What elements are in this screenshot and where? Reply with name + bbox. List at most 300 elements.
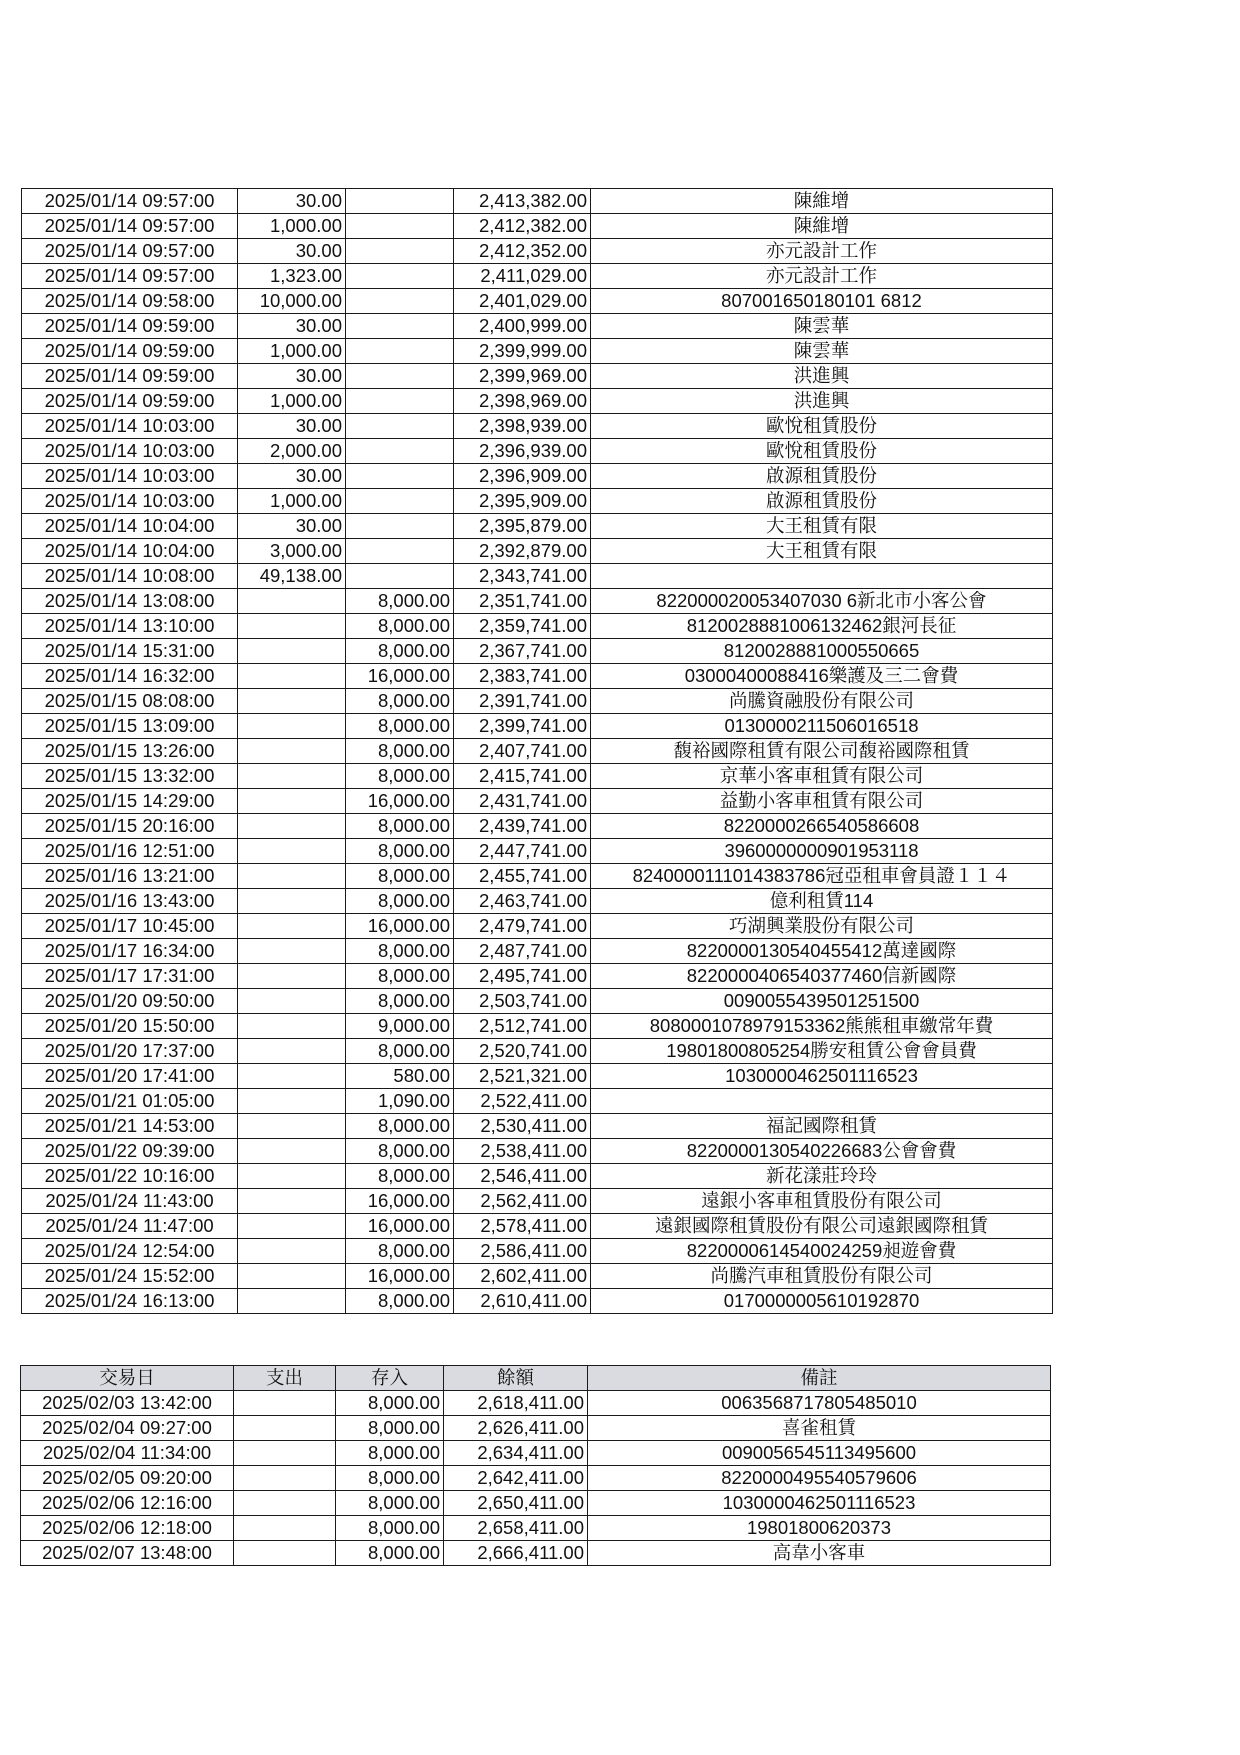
cell-expense <box>238 1014 346 1039</box>
table-row <box>22 764 1053 789</box>
cell-balance: 2,396,909.00 <box>454 464 591 489</box>
cell-expense: 3,000.00 <box>238 539 346 564</box>
table-row <box>22 1089 1053 1114</box>
cell-note: 尚騰資融股份有限公司 <box>591 689 1053 714</box>
table-row <box>22 1014 1053 1039</box>
cell-note: 19801800805254勝安租賃公會會員費 <box>591 1039 1053 1064</box>
cell-note: 3960000000901953118 <box>591 839 1053 864</box>
cell-note: 歐悅租賃股份 <box>591 414 1053 439</box>
cell-balance: 2,392,879.00 <box>454 539 591 564</box>
cell-deposit <box>346 389 454 414</box>
cell-deposit: 16,000.00 <box>346 664 454 689</box>
cell-expense <box>238 614 346 639</box>
cell-deposit: 8,000.00 <box>346 1239 454 1264</box>
cell-balance: 2,538,411.00 <box>454 1139 591 1164</box>
cell-deposit: 16,000.00 <box>346 1214 454 1239</box>
table-row <box>22 239 1053 264</box>
cell-deposit: 8,000.00 <box>336 1490 444 1515</box>
table-row <box>22 214 1053 239</box>
cell-note: 822000020053407030 6新北市小客公會 <box>591 589 1053 614</box>
cell-deposit: 16,000.00 <box>346 914 454 939</box>
table-row <box>21 1515 1051 1540</box>
cell-date: 2025/01/16 13:43:00 <box>22 889 238 914</box>
cell-deposit: 8,000.00 <box>336 1540 444 1565</box>
cell-deposit <box>346 214 454 239</box>
cell-note: 8220000614540024259昶遊會費 <box>591 1239 1053 1264</box>
cell-note: 高韋小客車 <box>588 1540 1051 1565</box>
table-row <box>22 339 1053 364</box>
cell-note: 8220000266540586608 <box>591 814 1053 839</box>
cell-balance: 2,512,741.00 <box>454 1014 591 1039</box>
table-row <box>22 314 1053 339</box>
table-row <box>22 1039 1053 1064</box>
cell-deposit <box>346 289 454 314</box>
cell-balance: 2,399,969.00 <box>454 364 591 389</box>
table-row <box>22 989 1053 1014</box>
cell-expense <box>234 1415 336 1440</box>
table-row <box>22 264 1053 289</box>
transactions-table-january <box>21 188 1053 1314</box>
cell-balance: 2,447,741.00 <box>454 839 591 864</box>
cell-expense <box>238 1164 346 1189</box>
cell-expense <box>238 1214 346 1239</box>
cell-balance: 2,578,411.00 <box>454 1214 591 1239</box>
cell-date: 2025/01/14 09:58:00 <box>22 289 238 314</box>
cell-deposit: 8,000.00 <box>346 689 454 714</box>
cell-note: 巧湖興業股份有限公司 <box>591 914 1053 939</box>
cell-date: 2025/01/22 10:16:00 <box>22 1164 238 1189</box>
header-date: 交易日 <box>21 1366 234 1391</box>
cell-deposit: 8,000.00 <box>346 1039 454 1064</box>
table-row <box>22 914 1053 939</box>
cell-date: 2025/01/24 12:54:00 <box>22 1239 238 1264</box>
cell-note: 807001650180101 6812 <box>591 289 1053 314</box>
cell-note: 遠銀小客車租賃股份有限公司 <box>591 1189 1053 1214</box>
cell-note: 19801800620373 <box>588 1515 1051 1540</box>
cell-balance: 2,562,411.00 <box>454 1189 591 1214</box>
cell-expense <box>234 1440 336 1465</box>
cell-deposit: 8,000.00 <box>336 1390 444 1415</box>
cell-deposit: 8,000.00 <box>346 1114 454 1139</box>
table-row <box>22 589 1053 614</box>
cell-balance: 2,479,741.00 <box>454 914 591 939</box>
cell-date: 2025/01/15 14:29:00 <box>22 789 238 814</box>
cell-deposit: 8,000.00 <box>336 1415 444 1440</box>
table-row <box>22 489 1053 514</box>
cell-date: 2025/01/21 14:53:00 <box>22 1114 238 1139</box>
cell-expense <box>238 739 346 764</box>
cell-deposit <box>346 489 454 514</box>
cell-expense <box>238 689 346 714</box>
cell-deposit: 16,000.00 <box>346 1189 454 1214</box>
cell-expense: 10,000.00 <box>238 289 346 314</box>
cell-deposit <box>346 464 454 489</box>
cell-note: 8080001078979153362熊熊租車繳常年費 <box>591 1014 1053 1039</box>
cell-balance: 2,401,029.00 <box>454 289 591 314</box>
cell-deposit: 8,000.00 <box>346 639 454 664</box>
cell-date: 2025/01/21 01:05:00 <box>22 1089 238 1114</box>
cell-date: 2025/01/15 20:16:00 <box>22 814 238 839</box>
cell-note: 8220000130540455412萬達國際 <box>591 939 1053 964</box>
cell-expense <box>238 814 346 839</box>
cell-expense <box>238 864 346 889</box>
cell-balance: 2,463,741.00 <box>454 889 591 914</box>
cell-note: 8120028881006132462銀河長征 <box>591 614 1053 639</box>
cell-balance: 2,413,382.00 <box>454 189 591 214</box>
cell-balance: 2,411,029.00 <box>454 264 591 289</box>
cell-expense <box>234 1390 336 1415</box>
cell-note: 益勤小客車租賃有限公司 <box>591 789 1053 814</box>
table-row <box>22 939 1053 964</box>
cell-deposit <box>346 364 454 389</box>
cell-date: 2025/01/15 13:32:00 <box>22 764 238 789</box>
cell-note: 啟源租賃股份 <box>591 464 1053 489</box>
cell-expense <box>238 1289 346 1314</box>
cell-expense <box>238 1264 346 1289</box>
cell-balance: 2,618,411.00 <box>444 1390 588 1415</box>
header-deposit: 存入 <box>336 1366 444 1391</box>
table-row <box>22 1214 1053 1239</box>
table-row <box>22 664 1053 689</box>
cell-balance: 2,399,999.00 <box>454 339 591 364</box>
table-row <box>22 1164 1053 1189</box>
cell-expense: 1,000.00 <box>238 214 346 239</box>
cell-date: 2025/01/15 13:09:00 <box>22 714 238 739</box>
cell-expense: 30.00 <box>238 189 346 214</box>
cell-balance: 2,395,909.00 <box>454 489 591 514</box>
cell-balance: 2,398,939.00 <box>454 414 591 439</box>
cell-deposit: 8,000.00 <box>346 1164 454 1189</box>
cell-note: 洪進興 <box>591 389 1053 414</box>
cell-date: 2025/01/14 10:04:00 <box>22 514 238 539</box>
cell-expense <box>238 664 346 689</box>
cell-date: 2025/01/14 13:10:00 <box>22 614 238 639</box>
cell-date: 2025/01/16 13:21:00 <box>22 864 238 889</box>
cell-date: 2025/01/15 13:26:00 <box>22 739 238 764</box>
table-row <box>22 564 1053 589</box>
cell-expense <box>238 714 346 739</box>
table-row <box>22 814 1053 839</box>
cell-date: 2025/01/20 09:50:00 <box>22 989 238 1014</box>
cell-note: 亦元設計工作 <box>591 239 1053 264</box>
cell-note: 8120028881000550665 <box>591 639 1053 664</box>
cell-expense: 1,000.00 <box>238 339 346 364</box>
transactions-table-february <box>20 1365 1051 1566</box>
cell-balance: 2,521,321.00 <box>454 1064 591 1089</box>
cell-balance: 2,412,352.00 <box>454 239 591 264</box>
cell-note: 8220000130540226683公會會費 <box>591 1139 1053 1164</box>
cell-date: 2025/02/06 12:16:00 <box>21 1490 234 1515</box>
table-row <box>22 539 1053 564</box>
cell-deposit: 9,000.00 <box>346 1014 454 1039</box>
cell-note: 0090056545113495600 <box>588 1440 1051 1465</box>
cell-date: 2025/01/14 13:08:00 <box>22 589 238 614</box>
table-row <box>22 789 1053 814</box>
cell-note: 陳維增 <box>591 189 1053 214</box>
cell-deposit <box>346 339 454 364</box>
cell-expense: 1,323.00 <box>238 264 346 289</box>
table-row <box>22 689 1053 714</box>
cell-date: 2025/01/14 09:59:00 <box>22 364 238 389</box>
cell-balance: 2,351,741.00 <box>454 589 591 614</box>
cell-date: 2025/01/20 17:41:00 <box>22 1064 238 1089</box>
cell-expense <box>234 1465 336 1490</box>
cell-date: 2025/01/24 11:47:00 <box>22 1214 238 1239</box>
table-row <box>22 364 1053 389</box>
cell-date: 2025/01/14 10:08:00 <box>22 564 238 589</box>
cell-expense <box>238 639 346 664</box>
cell-expense <box>238 1039 346 1064</box>
table-row <box>21 1440 1051 1465</box>
cell-balance: 2,658,411.00 <box>444 1515 588 1540</box>
cell-note: 8240000111014383786冠亞租車會員證１１４ <box>591 864 1053 889</box>
cell-deposit <box>346 314 454 339</box>
cell-date: 2025/01/22 09:39:00 <box>22 1139 238 1164</box>
cell-date: 2025/02/06 12:18:00 <box>21 1515 234 1540</box>
header-expense: 支出 <box>234 1366 336 1391</box>
cell-deposit: 8,000.00 <box>346 714 454 739</box>
cell-deposit: 8,000.00 <box>346 864 454 889</box>
cell-balance: 2,503,741.00 <box>454 989 591 1014</box>
cell-expense <box>238 989 346 1014</box>
table-row <box>22 1289 1053 1314</box>
table-row <box>22 464 1053 489</box>
cell-expense: 1,000.00 <box>238 489 346 514</box>
cell-expense: 30.00 <box>238 464 346 489</box>
table-row <box>22 414 1053 439</box>
cell-balance: 2,367,741.00 <box>454 639 591 664</box>
cell-note <box>591 564 1053 589</box>
cell-expense: 30.00 <box>238 239 346 264</box>
cell-note: 馥裕國際租賃有限公司馥裕國際租賃 <box>591 739 1053 764</box>
cell-deposit: 8,000.00 <box>346 1139 454 1164</box>
cell-expense <box>238 1189 346 1214</box>
cell-deposit: 8,000.00 <box>346 614 454 639</box>
table-row <box>22 189 1053 214</box>
cell-note: 新花漾莊玲玲 <box>591 1164 1053 1189</box>
cell-note: 0063568717805485010 <box>588 1390 1051 1415</box>
cell-expense: 30.00 <box>238 414 346 439</box>
cell-expense: 2,000.00 <box>238 439 346 464</box>
cell-balance: 2,343,741.00 <box>454 564 591 589</box>
cell-expense <box>238 1089 346 1114</box>
cell-date: 2025/01/17 10:45:00 <box>22 914 238 939</box>
cell-balance: 2,391,741.00 <box>454 689 591 714</box>
cell-note: 陳雲華 <box>591 339 1053 364</box>
cell-expense: 49,138.00 <box>238 564 346 589</box>
cell-date: 2025/01/15 08:08:00 <box>22 689 238 714</box>
transactions-table-body <box>21 1390 1051 1565</box>
cell-balance: 2,650,411.00 <box>444 1490 588 1515</box>
cell-balance: 2,634,411.00 <box>444 1440 588 1465</box>
cell-expense <box>238 839 346 864</box>
cell-note: 啟源租賃股份 <box>591 489 1053 514</box>
cell-deposit: 8,000.00 <box>346 589 454 614</box>
cell-deposit: 8,000.00 <box>346 889 454 914</box>
cell-deposit: 8,000.00 <box>336 1440 444 1465</box>
cell-balance: 2,396,939.00 <box>454 439 591 464</box>
cell-deposit: 580.00 <box>346 1064 454 1089</box>
table-row <box>22 714 1053 739</box>
cell-note: 0130000211506016518 <box>591 714 1053 739</box>
table-row <box>21 1390 1051 1415</box>
cell-date: 2025/01/14 09:57:00 <box>22 264 238 289</box>
cell-balance: 2,626,411.00 <box>444 1415 588 1440</box>
cell-deposit: 8,000.00 <box>346 839 454 864</box>
table-row <box>22 1139 1053 1164</box>
cell-deposit: 8,000.00 <box>346 739 454 764</box>
table-row <box>22 1239 1053 1264</box>
cell-balance: 2,359,741.00 <box>454 614 591 639</box>
header-note: 備註 <box>588 1366 1051 1391</box>
cell-deposit <box>346 539 454 564</box>
table-row <box>21 1465 1051 1490</box>
cell-balance: 2,487,741.00 <box>454 939 591 964</box>
cell-date: 2025/02/03 13:42:00 <box>21 1390 234 1415</box>
cell-expense <box>238 1139 346 1164</box>
cell-balance: 2,530,411.00 <box>454 1114 591 1139</box>
cell-balance: 2,495,741.00 <box>454 964 591 989</box>
cell-date: 2025/01/14 09:57:00 <box>22 214 238 239</box>
cell-date: 2025/01/14 10:04:00 <box>22 539 238 564</box>
cell-balance: 2,407,741.00 <box>454 739 591 764</box>
table-row <box>22 864 1053 889</box>
cell-deposit: 8,000.00 <box>346 939 454 964</box>
cell-deposit <box>346 514 454 539</box>
table-row <box>21 1415 1051 1440</box>
table-row <box>22 889 1053 914</box>
cell-note: 大王租賃有限 <box>591 539 1053 564</box>
cell-date: 2025/01/17 16:34:00 <box>22 939 238 964</box>
cell-date: 2025/02/05 09:20:00 <box>21 1465 234 1490</box>
table-header-row <box>21 1366 1051 1391</box>
cell-note: 京華小客車租賃有限公司 <box>591 764 1053 789</box>
cell-date: 2025/01/14 10:03:00 <box>22 414 238 439</box>
cell-note: 亦元設計工作 <box>591 264 1053 289</box>
cell-note: 8220000406540377460信新國際 <box>591 964 1053 989</box>
cell-expense <box>238 789 346 814</box>
cell-deposit <box>346 564 454 589</box>
cell-deposit: 1,090.00 <box>346 1089 454 1114</box>
cell-balance: 2,610,411.00 <box>454 1289 591 1314</box>
cell-deposit <box>346 239 454 264</box>
cell-balance: 2,439,741.00 <box>454 814 591 839</box>
cell-note: 8220000495540579606 <box>588 1465 1051 1490</box>
cell-balance: 2,546,411.00 <box>454 1164 591 1189</box>
cell-date: 2025/01/14 09:57:00 <box>22 239 238 264</box>
cell-expense <box>234 1490 336 1515</box>
cell-date: 2025/01/24 15:52:00 <box>22 1264 238 1289</box>
cell-note: 億利租賃114 <box>591 889 1053 914</box>
cell-deposit: 8,000.00 <box>336 1465 444 1490</box>
cell-note: 1030000462501116523 <box>591 1064 1053 1089</box>
table-row <box>22 1264 1053 1289</box>
cell-deposit: 16,000.00 <box>346 1264 454 1289</box>
cell-date: 2025/02/07 13:48:00 <box>21 1540 234 1565</box>
cell-date: 2025/01/20 15:50:00 <box>22 1014 238 1039</box>
table-row <box>22 389 1053 414</box>
cell-balance: 2,412,382.00 <box>454 214 591 239</box>
table-row <box>22 514 1053 539</box>
table-row <box>22 739 1053 764</box>
table-row <box>22 439 1053 464</box>
table-row <box>22 614 1053 639</box>
cell-balance: 2,399,741.00 <box>454 714 591 739</box>
cell-balance: 2,602,411.00 <box>454 1264 591 1289</box>
cell-note: 0170000005610192870 <box>591 1289 1053 1314</box>
cell-balance: 2,522,411.00 <box>454 1089 591 1114</box>
cell-expense: 1,000.00 <box>238 389 346 414</box>
cell-expense <box>238 964 346 989</box>
cell-date: 2025/01/14 10:03:00 <box>22 439 238 464</box>
header-balance: 餘額 <box>444 1366 588 1391</box>
cell-date: 2025/01/14 10:03:00 <box>22 464 238 489</box>
cell-date: 2025/01/14 09:57:00 <box>22 189 238 214</box>
cell-expense: 30.00 <box>238 514 346 539</box>
cell-deposit: 8,000.00 <box>336 1515 444 1540</box>
cell-note: 陳雲華 <box>591 314 1053 339</box>
cell-date: 2025/01/20 17:37:00 <box>22 1039 238 1064</box>
table-row <box>22 1114 1053 1139</box>
cell-note: 1030000462501116523 <box>588 1490 1051 1515</box>
cell-balance: 2,431,741.00 <box>454 789 591 814</box>
cell-deposit: 8,000.00 <box>346 764 454 789</box>
cell-note <box>591 1089 1053 1114</box>
cell-deposit: 16,000.00 <box>346 789 454 814</box>
cell-date: 2025/01/17 17:31:00 <box>22 964 238 989</box>
cell-balance: 2,455,741.00 <box>454 864 591 889</box>
cell-date: 2025/01/14 15:31:00 <box>22 639 238 664</box>
cell-expense <box>238 914 346 939</box>
cell-balance: 2,400,999.00 <box>454 314 591 339</box>
cell-balance: 2,398,969.00 <box>454 389 591 414</box>
cell-note: 歐悅租賃股份 <box>591 439 1053 464</box>
cell-expense <box>238 1114 346 1139</box>
cell-deposit <box>346 189 454 214</box>
cell-expense <box>234 1515 336 1540</box>
cell-date: 2025/01/14 09:59:00 <box>22 389 238 414</box>
cell-note: 大王租賃有限 <box>591 514 1053 539</box>
cell-date: 2025/01/14 09:59:00 <box>22 339 238 364</box>
table-row <box>22 639 1053 664</box>
cell-deposit <box>346 439 454 464</box>
cell-expense <box>238 764 346 789</box>
table-row <box>21 1490 1051 1515</box>
cell-date: 2025/01/16 12:51:00 <box>22 839 238 864</box>
table-row <box>22 839 1053 864</box>
cell-balance: 2,395,879.00 <box>454 514 591 539</box>
cell-balance: 2,666,411.00 <box>444 1540 588 1565</box>
cell-expense <box>238 1239 346 1264</box>
cell-date: 2025/01/24 16:13:00 <box>22 1289 238 1314</box>
table-row <box>22 289 1053 314</box>
cell-date: 2025/01/14 16:32:00 <box>22 664 238 689</box>
cell-note: 0090055439501251500 <box>591 989 1053 1014</box>
cell-expense: 30.00 <box>238 364 346 389</box>
cell-note: 遠銀國際租賃股份有限公司遠銀國際租賃 <box>591 1214 1053 1239</box>
table-row <box>22 964 1053 989</box>
cell-expense <box>234 1540 336 1565</box>
cell-expense <box>238 889 346 914</box>
cell-deposit: 8,000.00 <box>346 964 454 989</box>
cell-deposit <box>346 414 454 439</box>
table-row <box>21 1540 1051 1565</box>
table-row <box>22 1189 1053 1214</box>
cell-deposit: 8,000.00 <box>346 1289 454 1314</box>
cell-note: 陳維增 <box>591 214 1053 239</box>
cell-note: 福記國際租賃 <box>591 1114 1053 1139</box>
cell-expense <box>238 1064 346 1089</box>
